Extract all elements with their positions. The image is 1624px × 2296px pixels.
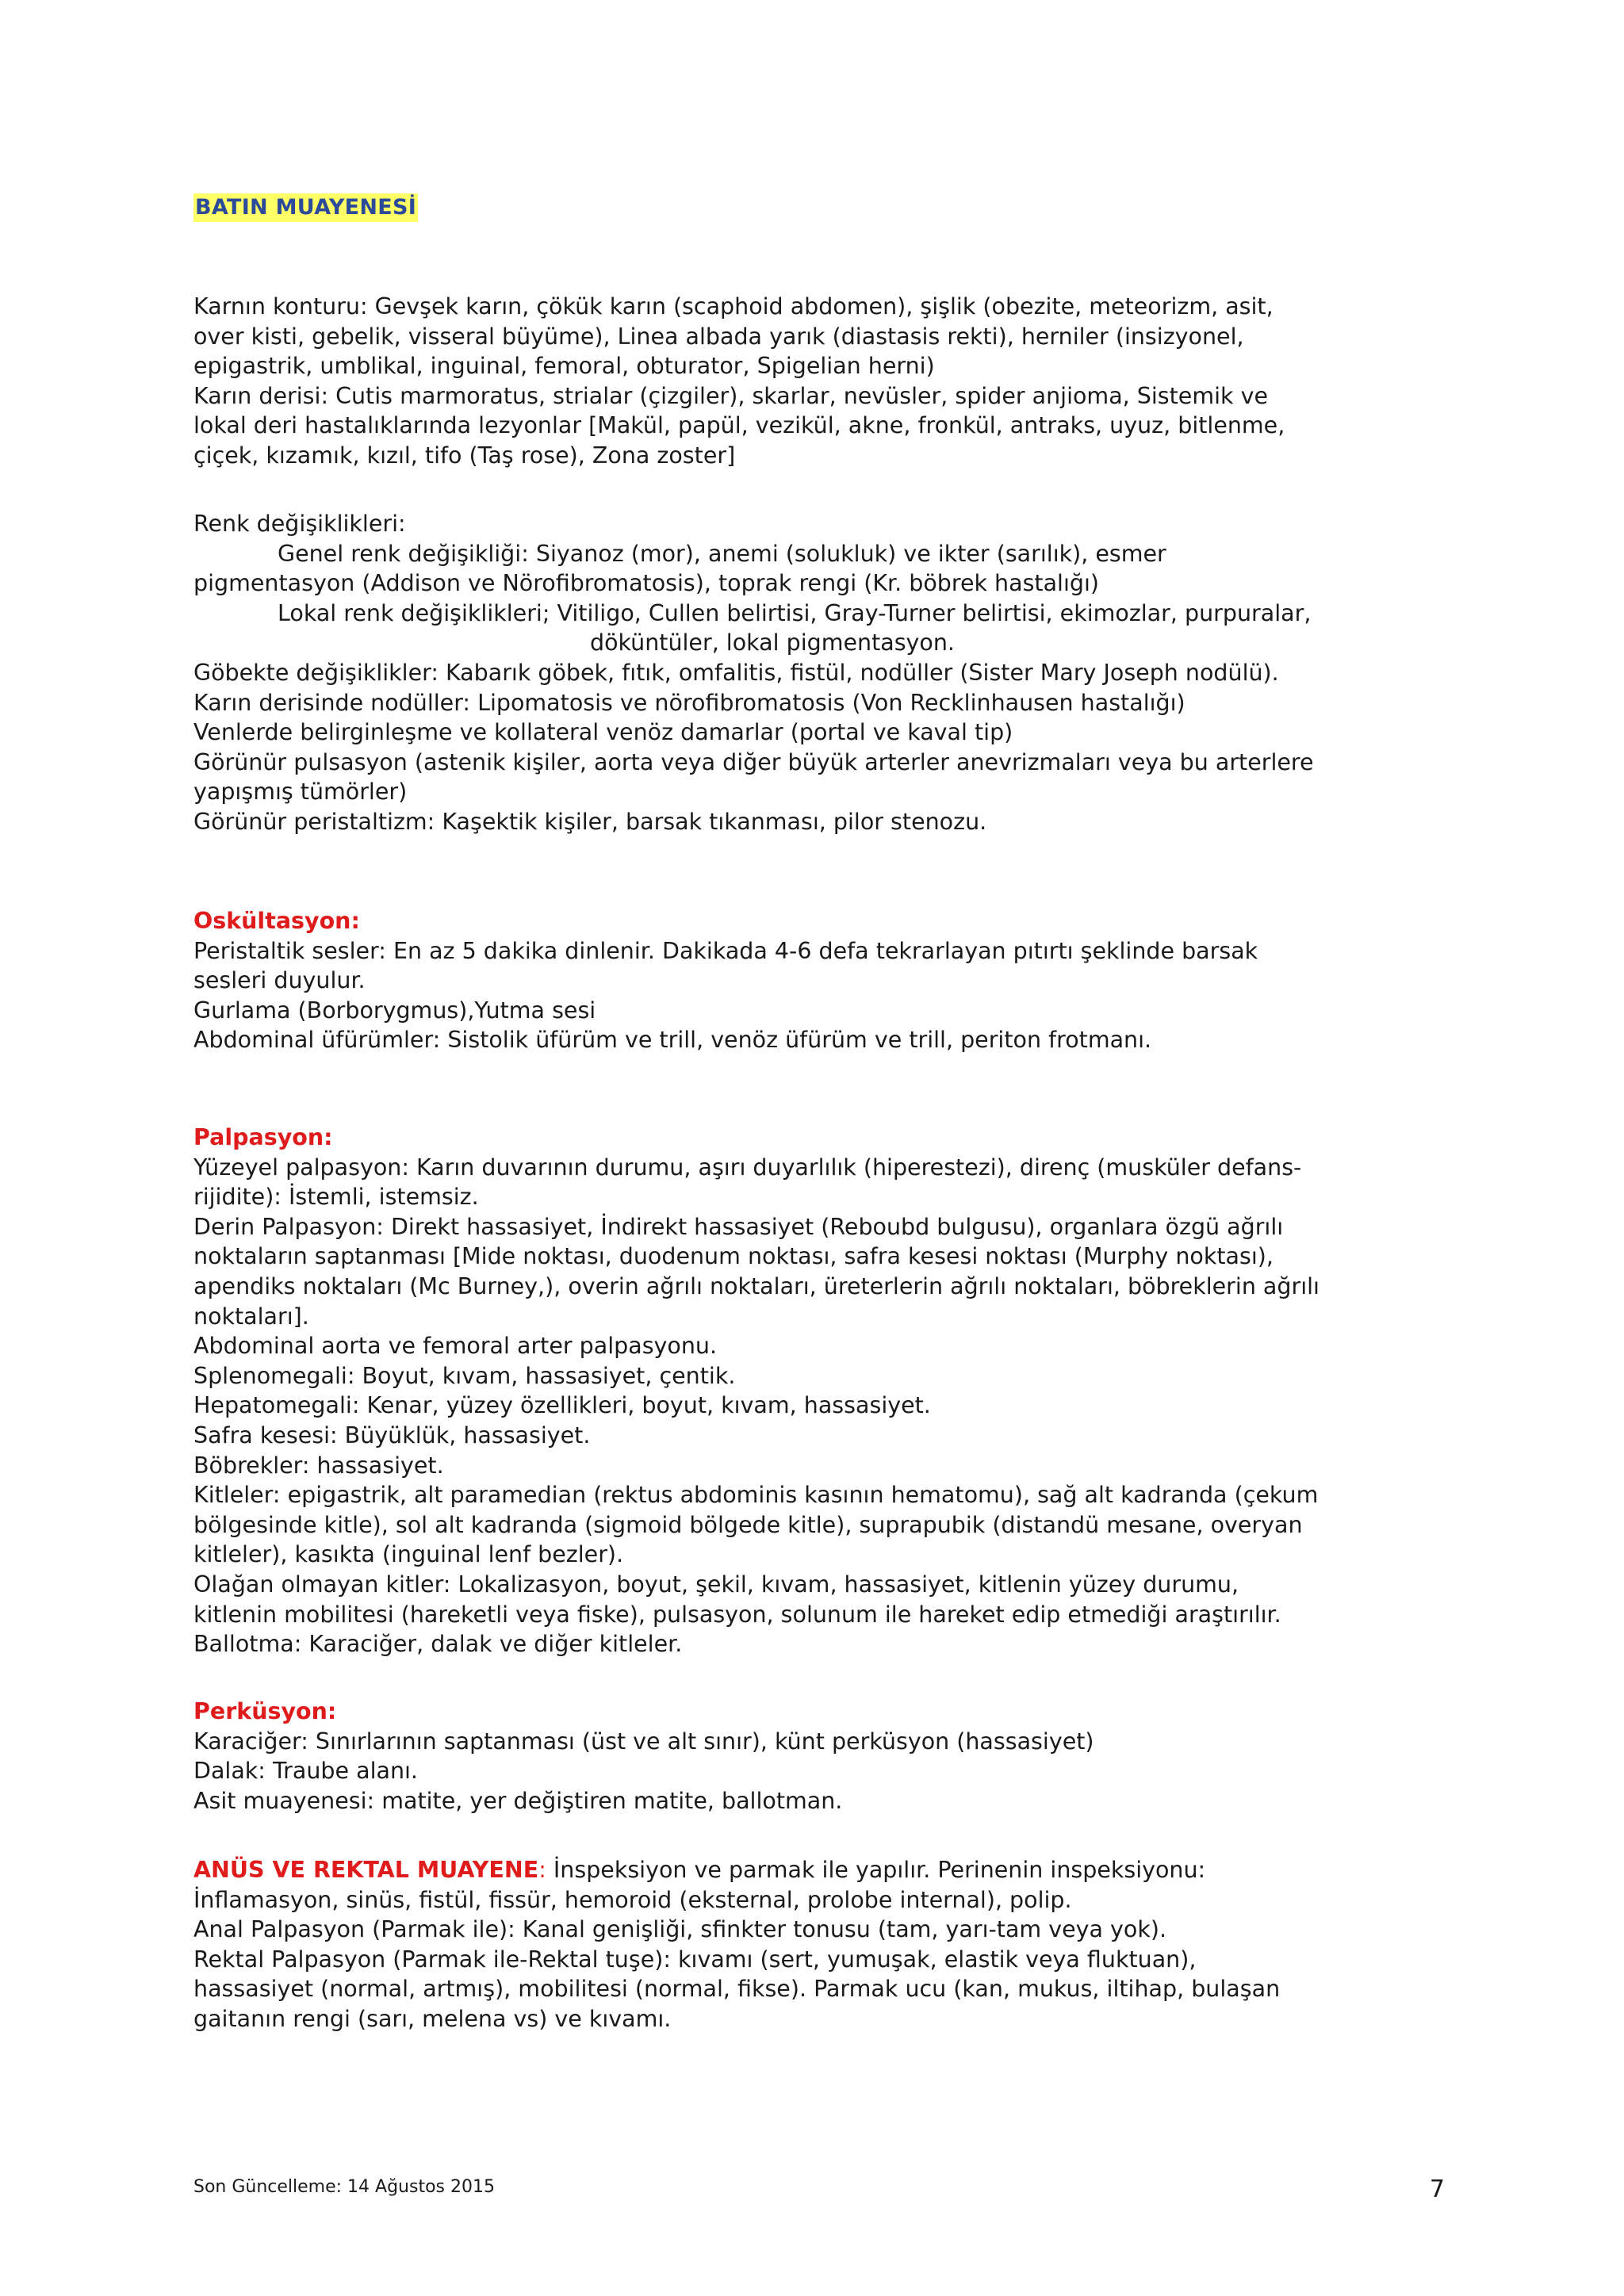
text-line: Yüzeyel palpasyon: Karın duvarının durumu, aşırı duyarlılık (hiperestezi), direnç (musküler defans-: [193, 1154, 1302, 1181]
text-line: hassasiyet (normal, artmış), mobilitesi (normal, fikse). Parmak ucu (kan, mukus, iltihap, bulaşan: [193, 1976, 1281, 2003]
text-line: Derin Palpasyon: Direkt hassasiyet, İndirekt hassasiyet (Reboubd bulgusu), organlara özgü ağrılı: [193, 1213, 1284, 1240]
document-page: [193, 0, 1445, 2296]
text-line: Abdominal aorta ve femoral arter palpasyonu.: [193, 1333, 718, 1360]
text-line: Karaciğer: Sınırlarının saptanması (üst ve alt sınır), künt perküsyon (hassasiyet): [193, 1728, 1094, 1755]
text-line: sesleri duyulur.: [193, 967, 366, 994]
title-wrap: [193, 193, 418, 222]
text-line: bölgesinde kitle), sol alt kadranda (sigmoid bölgede kitle), suprapubik (distandü mesane, overyan: [193, 1511, 1303, 1538]
text-line: rijidite): İstemli, istemsiz.: [193, 1184, 479, 1211]
text-line: Karın derisi: Cutis marmoratus, strialar (çizgiler), skarlar, nevüsler, spider anjioma, Sistemik ve: [193, 382, 1268, 409]
text-line: epigastrik, umblikal, inguinal, femoral, obturator, Spigelian herni): [193, 353, 935, 380]
text-line: [193, 1855, 1438, 1885]
text-line: Safra kesesi: Büyüklük, hassasiyet.: [193, 1422, 591, 1448]
palpasyon-section: [193, 1123, 1438, 1659]
text-line: Hepatomegali: Kenar, yüzey özellikleri, boyut, kıvam, hassasiyet.: [193, 1392, 931, 1419]
text-line: over kisti, gebelik, visseral büyüme), Linea albada yarık (diastasis rekti), herniler (insizyonel,: [193, 323, 1244, 350]
section-heading: Palpasyon:: [193, 1124, 333, 1150]
text-line: İnflamasyon, sinüs, fistül, fissür, hemoroid (eksternal, prolobe internal), polip.: [193, 1886, 1072, 1913]
text-line: Dalak: Traube alanı.: [193, 1758, 418, 1785]
text-line: lokal deri hastalıklarında lezyonlar [Makül, papül, vezikül, akne, fronkül, antraks, uyuz, bitlenme,: [193, 412, 1285, 439]
text-line: Anal Palpasyon (Parmak ile): Kanal genişliği, sfinkter tonusu (tam, yarı-tam veya yok).: [193, 1916, 1167, 1943]
text-line: kitlenin mobilitesi (hareketli veya fiske), pulsasyon, solunum ile hareket edip etmediği araştırılır.: [193, 1601, 1281, 1628]
text-line: Venlerde belirginleşme ve kollateral venöz damarlar (portal ve kaval tip): [193, 719, 1013, 746]
text-line: Renk değişiklikleri:: [193, 511, 406, 537]
text-line: Kitleler: epigastrik, alt paramedian (rektus abdominis kasının hematomu), sağ alt kadranda (çekum: [193, 1482, 1319, 1509]
text-line: noktaları].: [193, 1303, 309, 1330]
footer-page-number: 7: [1429, 2175, 1445, 2203]
inspection-contour-paragraph: [193, 292, 1438, 471]
heading-colon: :: [538, 1857, 546, 1883]
oskultasyon-section: [193, 906, 1438, 1055]
text-line: yapışmış tümörler): [193, 779, 408, 806]
section-heading: Perküsyon:: [193, 1698, 337, 1724]
text-line: Abdominal üfürümler: Sistolik üfürüm ve trill, venöz üfürüm ve trill, periton frotmanı.: [193, 1027, 1152, 1054]
text-line: Böbrekler: hassasiyet.: [193, 1452, 444, 1479]
rektal-section: [193, 1855, 1438, 2034]
text-line: gaitanın rengi (sarı, melena vs) ve kıvamı.: [193, 2005, 672, 2032]
text-line: döküntüler, lokal pigmentasyon.: [590, 629, 955, 656]
text-line: Splenomegali: Boyut, kıvam, hassasiyet, çentik.: [193, 1362, 736, 1389]
section-heading: ANÜS VE REKTAL MUAYENE: [193, 1857, 539, 1883]
text-line: Görünür peristaltizm: Kaşektik kişiler, barsak tıkanması, pilor stenozu.: [193, 808, 987, 835]
text-line: Lokal renk değişiklikleri; Vitiligo, Cullen belirtisi, Gray-Turner belirtisi, ekimozlar, purpuralar,: [278, 599, 1312, 626]
text-line: Rektal Palpasyon (Parmak ile-Rektal tuşe): kıvamı (sert, yumuşak, elastik veya fluktuan),: [193, 1946, 1197, 1973]
text-line: pigmentasyon (Addison ve Nörofibromatosis), toprak rengi (Kr. böbrek hastalığı): [193, 570, 1100, 597]
text-line: apendiks noktaları (Mc Burney,), overin ağrılı noktaları, üreterlerin ağrılı noktaları, böbreklerin ağrılı: [193, 1272, 1320, 1299]
text-line: kitleler), kasıkta (inguinal lenf bezler).: [193, 1541, 624, 1568]
text-run: İnspeksiyon ve parmak ile yapılır. Perinenin inspeksiyonu:: [546, 1857, 1206, 1883]
text-line: Peristaltik sesler: En az 5 dakika dinlenir. Dakikada 4-6 defa tekrarlayan pıtırtı şeklinde barsak: [193, 937, 1258, 964]
text-line: Asit muayenesi: matite, yer değiştiren matite, ballotman.: [193, 1787, 843, 1814]
text-line: Ballotma: Karaciğer, dalak ve diğer kitleler.: [193, 1631, 683, 1658]
text-line: Görünür pulsasyon (astenik kişiler, aorta veya diğer büyük arterler anevrizmaları veya bu arterlere: [193, 748, 1314, 775]
text-line: Karın derisinde nodüller: Lipomatosis ve nörofibromatosis (Von Recklinhausen hastalığı): [193, 689, 1185, 716]
text-line: Göbekte değişiklikler: Kabarık göbek, fıtık, omfalitis, fistül, nodüller (Sister Mary Joseph nodülü).: [193, 659, 1279, 686]
text-line: noktaların saptanması [Mide noktası, duodenum noktası, safra kesesi noktası (Murphy noktası),: [193, 1243, 1274, 1270]
text-line: Genel renk değişikliği: Siyanoz (mor), anemi (solukluk) ve ikter (sarılık), esmer: [278, 540, 1166, 567]
inspection-color-paragraph: [193, 509, 1438, 837]
section-heading: Oskültasyon:: [193, 908, 360, 934]
footer-last-update: Son Güncelleme: 14 Ağustos 2015: [193, 2177, 495, 2197]
text-line: çiçek, kızamık, kızıl, tifo (Taş rose), Zona zoster]: [193, 442, 736, 469]
text-line: Olağan olmayan kitler: Lokalizasyon, boyut, şekil, kıvam, hassasiyet, kitlenin yüzey durumu,: [193, 1571, 1239, 1598]
perkusyon-section: [193, 1697, 1438, 1816]
text-line: Gurlama (Borborygmus),Yutma sesi: [193, 997, 596, 1024]
text-line: Karnın konturu: Gevşek karın, çökük karın (scaphoid abdomen), şişlik (obezite, meteorizm, asit,: [193, 293, 1274, 320]
document-title: BATIN MUAYENESİ: [193, 193, 418, 222]
